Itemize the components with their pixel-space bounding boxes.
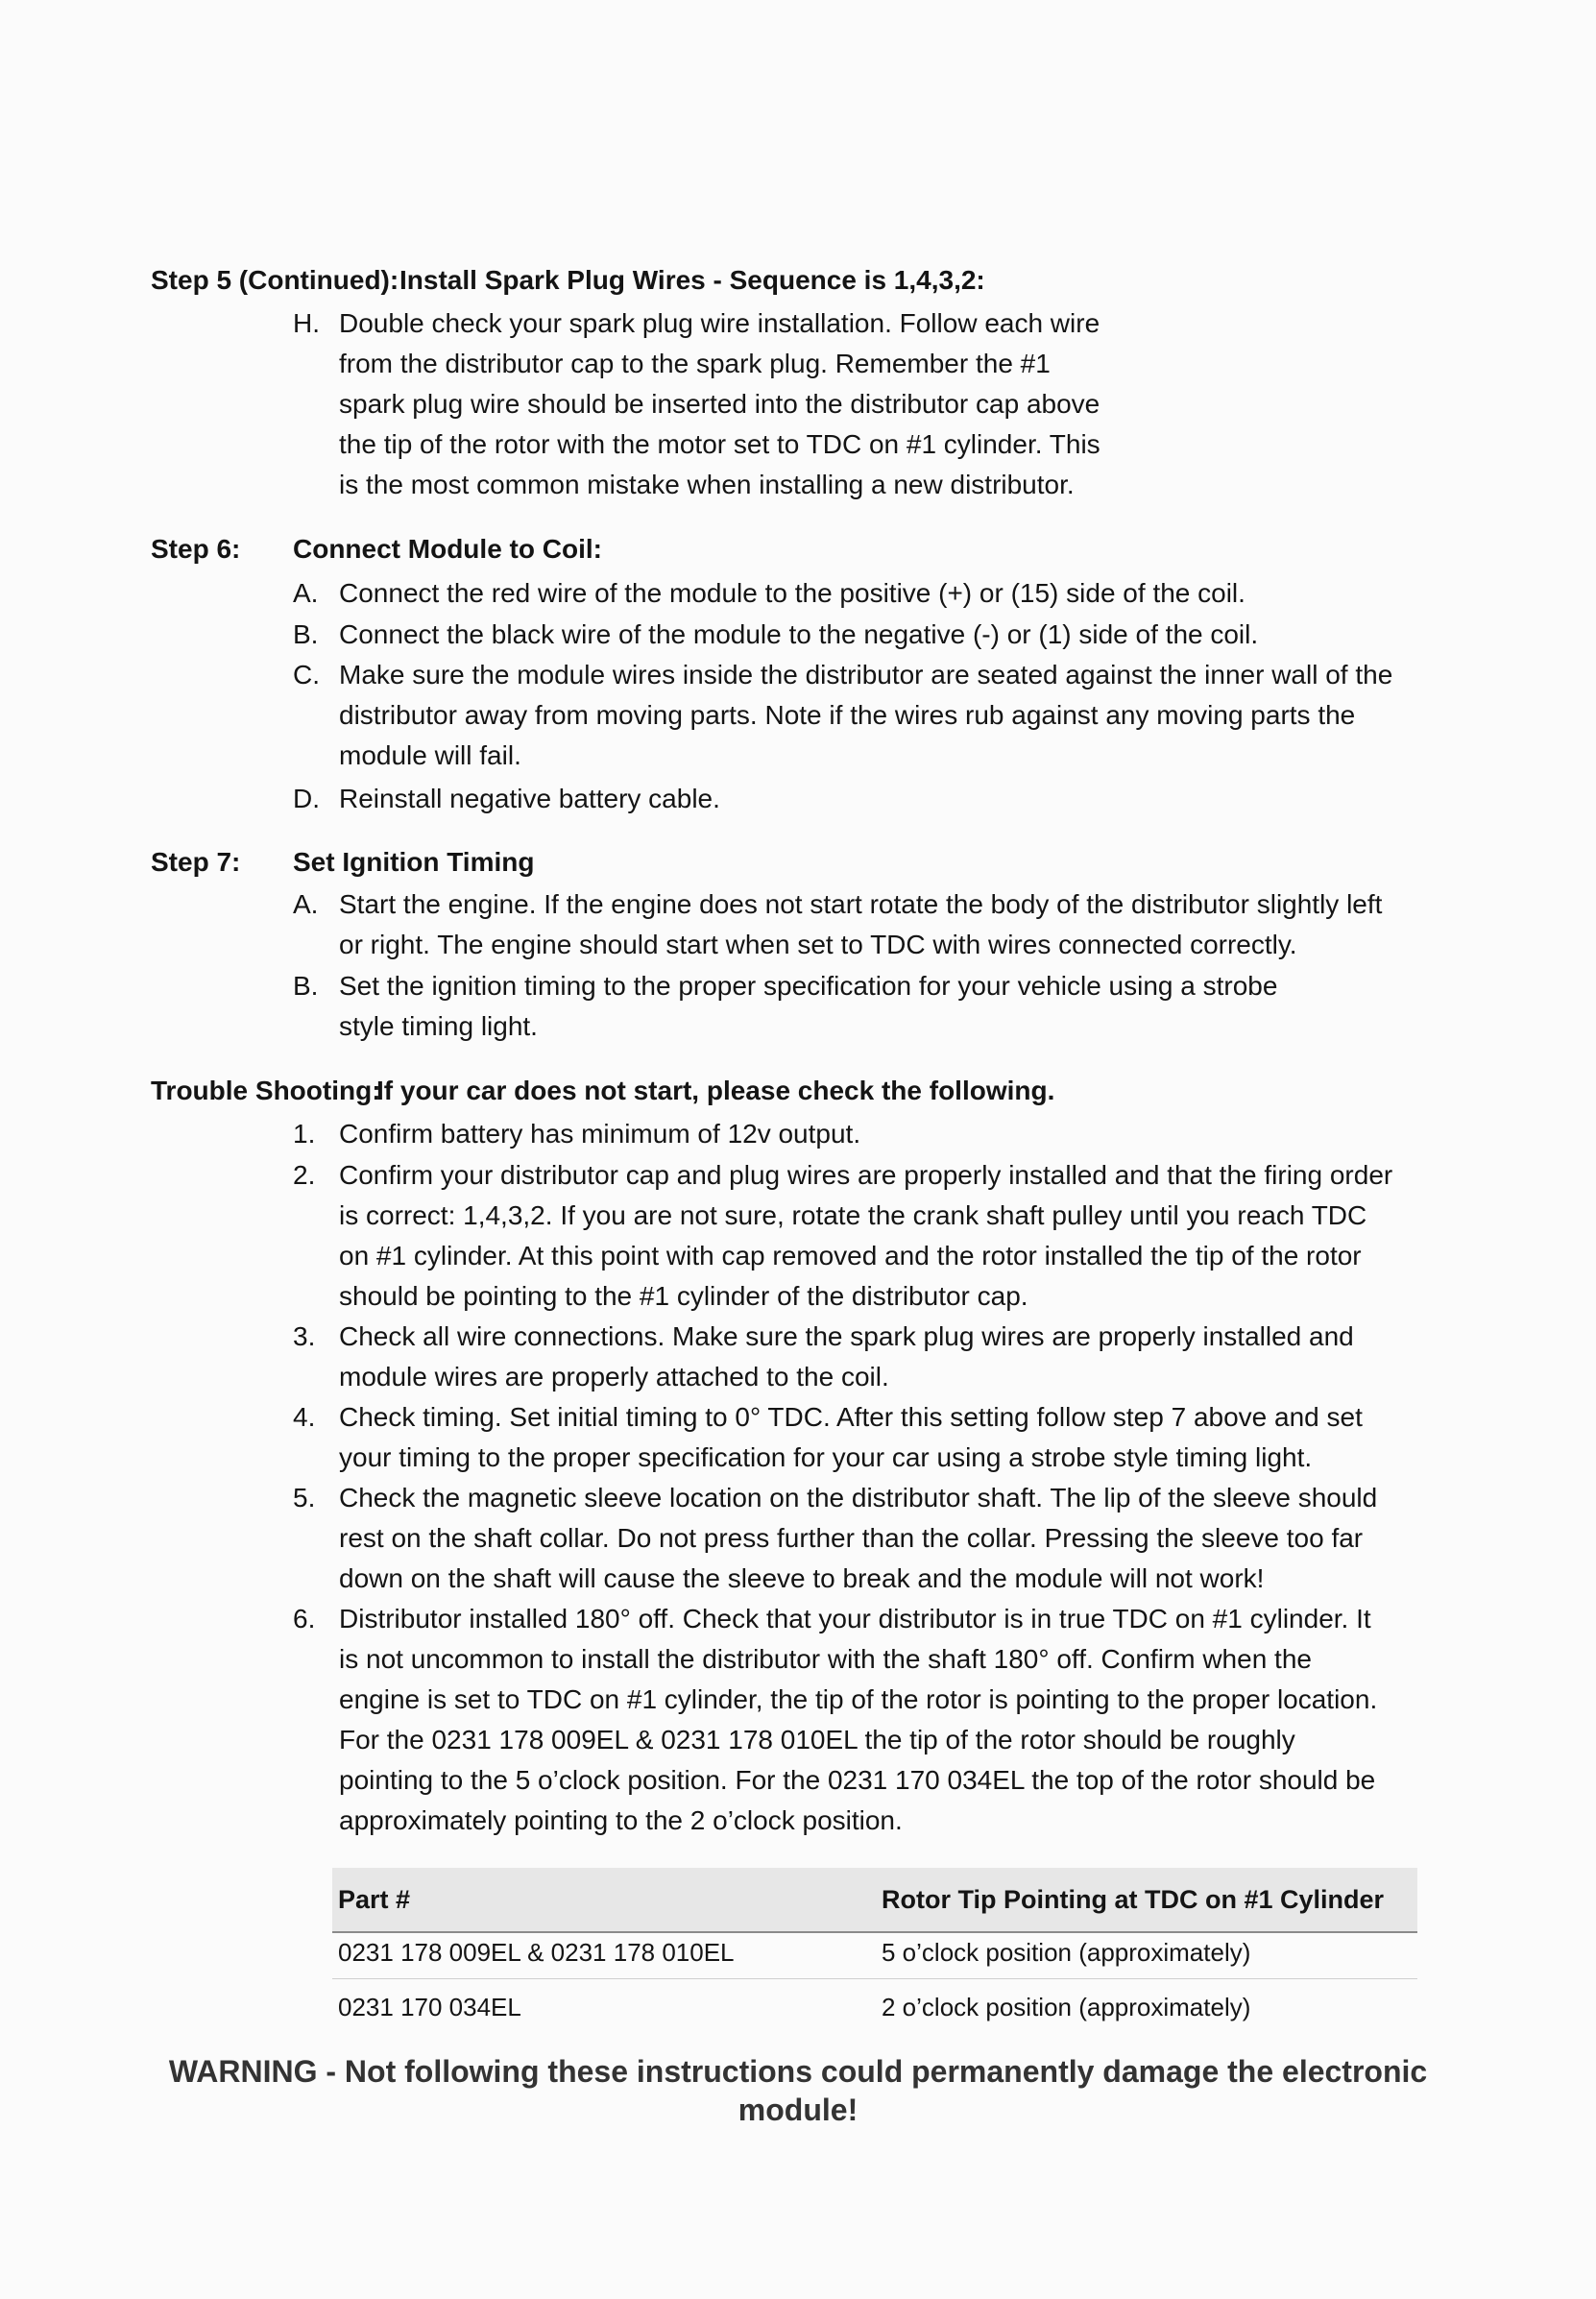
table-row-divider — [332, 1978, 1417, 1979]
step7-b-line-1: Set the ignition timing to the proper specification for your vehicle using a strobe — [339, 971, 1278, 1001]
step7-title: Set Ignition Timing — [293, 847, 535, 877]
trouble-marker-1: 1. — [293, 1119, 316, 1149]
table-header-part: Part # — [338, 1885, 411, 1914]
warning-line-2: module! — [738, 2093, 858, 2127]
step5-h-line-5: is the most common mistake when installing a new distributor. — [339, 470, 1075, 499]
trouble-marker-6: 6. — [293, 1604, 316, 1634]
trouble-title: If your car does not start, please check the following. — [376, 1076, 1055, 1105]
step6-marker-d: D. — [293, 784, 320, 813]
step7-a-line-1: Start the engine. If the engine does not start rotate the body of the distributor slightly left — [339, 889, 1383, 919]
trouble-marker-3: 3. — [293, 1321, 316, 1351]
step5-h-line-1: Double check your spark plug wire installation. Follow each wire — [339, 308, 1100, 338]
table-row-2-part: 0231 170 034EL — [338, 1993, 521, 2021]
trouble-marker-2: 2. — [293, 1160, 316, 1190]
trouble-6-line-1: Distributor installed 180° off. Check that your distributor is in true TDC on #1 cylinder. It — [339, 1604, 1371, 1634]
trouble-2-line-1: Confirm your distributor cap and plug wires are properly installed and that the firing order — [339, 1160, 1393, 1190]
step6-b-line-1: Connect the black wire of the module to the negative (-) or (1) side of the coil. — [339, 619, 1259, 649]
trouble-6-line-2: is not uncommon to install the distributor with the shaft 180° off. Confirm when the — [339, 1644, 1312, 1674]
trouble-marker-4: 4. — [293, 1402, 316, 1432]
step5-h-line-3: spark plug wire should be inserted into the distributor cap above — [339, 389, 1100, 419]
trouble-2-line-2: is correct: 1,4,3,2. If you are not sure, rotate the crank shaft pulley until you reach TDC — [339, 1200, 1367, 1230]
step7-marker-a: A. — [293, 889, 319, 919]
step7-marker-b: B. — [293, 971, 319, 1001]
trouble-1-line-1: Confirm battery has minimum of 12v output. — [339, 1119, 861, 1149]
step6-label: Step 6: — [151, 534, 241, 564]
table-row-1-rotor: 5 o’clock position (approximately) — [882, 1938, 1251, 1967]
warning-line-1: WARNING - Not following these instructions could permanently damage the electronic — [168, 2054, 1428, 2089]
step7-b-line-2: style timing light. — [339, 1011, 538, 1041]
step6-title: Connect Module to Coil: — [293, 534, 602, 564]
trouble-6-line-5: pointing to the 5 o’clock position. For the 0231 170 034EL the top of the rotor should be — [339, 1765, 1376, 1795]
trouble-2-line-4: should be pointing to the #1 cylinder of the distributor cap. — [339, 1281, 1028, 1311]
trouble-2-line-3: on #1 cylinder. At this point with cap removed and the rotor installed the tip of the rotor — [339, 1241, 1362, 1270]
step6-a-line-1: Connect the red wire of the module to the positive (+) or (15) side of the coil. — [339, 578, 1245, 608]
step7-a-line-2: or right. The engine should start when set to TDC with wires connected correctly. — [339, 930, 1297, 959]
trouble-3-line-2: module wires are properly attached to the coil. — [339, 1362, 889, 1392]
trouble-5-line-2: rest on the shaft collar. Do not press further than the collar. Pressing the sleeve too far — [339, 1523, 1364, 1553]
trouble-6-line-4: For the 0231 178 009EL & 0231 178 010EL the tip of the rotor should be roughly — [339, 1725, 1295, 1754]
step5-h-line-2: from the distributor cap to the spark plug. Remember the #1 — [339, 349, 1051, 378]
step5-h-line-4: the tip of the rotor with the motor set to TDC on #1 cylinder. This — [339, 429, 1100, 459]
step6-c-line-3: module will fail. — [339, 740, 521, 770]
table-row-2-rotor: 2 o’clock position (approximately) — [882, 1993, 1251, 2021]
step6-c-line-1: Make sure the module wires inside the distributor are seated against the inner wall of the — [339, 660, 1393, 690]
step6-c-line-2: distributor away from moving parts. Note if the wires rub against any moving parts the — [339, 700, 1356, 730]
step5-marker-h: H. — [293, 308, 320, 338]
step6-marker-c: C. — [293, 660, 320, 690]
trouble-3-line-1: Check all wire connections. Make sure the spark plug wires are properly installed and — [339, 1321, 1354, 1351]
trouble-4-line-2: your timing to the proper specification for your car using a strobe style timing light. — [339, 1442, 1313, 1472]
trouble-5-line-1: Check the magnetic sleeve location on the distributor shaft. The lip of the sleeve should — [339, 1483, 1378, 1512]
trouble-4-line-1: Check timing. Set initial timing to 0° TDC. After this setting follow step 7 above and set — [339, 1402, 1363, 1432]
trouble-label: Trouble Shooting: — [151, 1076, 381, 1105]
trouble-5-line-3: down on the shaft will cause the sleeve to break and the module will not work! — [339, 1563, 1265, 1593]
step6-marker-a: A. — [293, 578, 319, 608]
step6-marker-b: B. — [293, 619, 319, 649]
step5-title: Install Spark Plug Wires - Sequence is 1,4,3,2: — [399, 265, 985, 295]
table-header-rotor: Rotor Tip Pointing at TDC on #1 Cylinder — [882, 1885, 1385, 1914]
step7-label: Step 7: — [151, 847, 241, 877]
table-row-1-part: 0231 178 009EL & 0231 178 010EL — [338, 1938, 735, 1967]
trouble-6-line-3: engine is set to TDC on #1 cylinder, the tip of the rotor is pointing to the proper location. — [339, 1684, 1378, 1714]
trouble-6-line-6: approximately pointing to the 2 o’clock position. — [339, 1805, 903, 1835]
step5-label: Step 5 (Continued): — [151, 265, 399, 295]
trouble-marker-5: 5. — [293, 1483, 316, 1512]
step6-d-line-1: Reinstall negative battery cable. — [339, 784, 720, 813]
